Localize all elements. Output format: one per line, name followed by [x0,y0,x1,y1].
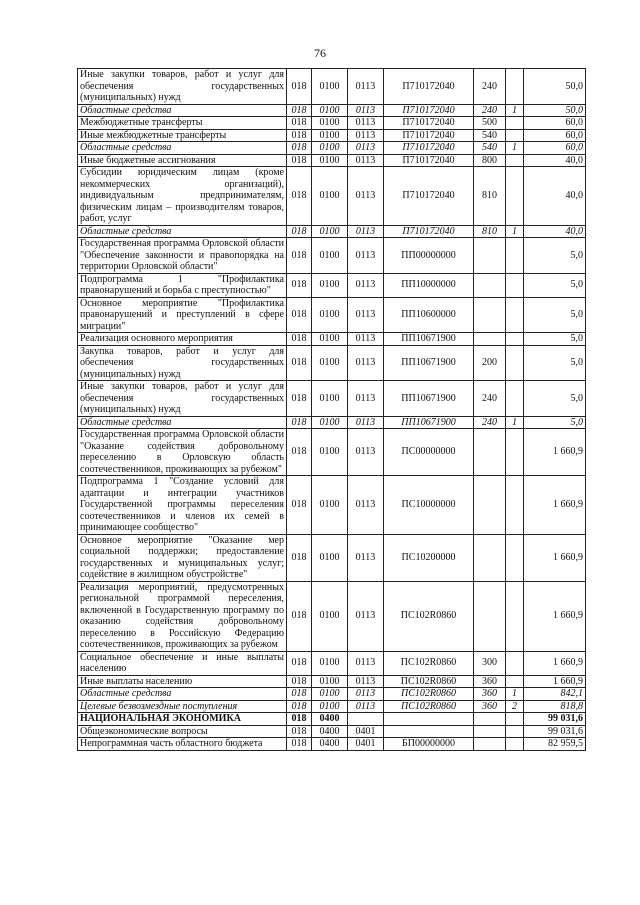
cell-amount: 40,0 [524,167,586,226]
cell-pr: 0113 [348,273,384,297]
cell-gr: 018 [287,713,312,726]
table-row [78,154,586,167]
cell-vr: 240 [474,381,506,417]
cell-pr: 0113 [348,345,384,381]
cell-rz: 0400 [312,725,348,738]
cell-pr: 0113 [348,381,384,417]
cell-pr: 0113 [348,333,384,346]
cell-vr: 240 [474,104,506,117]
cell-csr: ПП10671900 [384,333,474,346]
cell-vr [474,534,506,581]
cell-pr: 0113 [348,167,384,226]
row-name: Государственная программа Орловской области "Обеспечение законности и правопорядка на территории Орловской области" [78,238,287,274]
cell-amount: 5,0 [524,333,586,346]
row-name: Иные бюджетные ассигнования [78,154,287,167]
cell-vr [474,713,506,726]
table-row [78,534,586,581]
cell-gr: 018 [287,273,312,297]
cell-gr: 018 [287,738,312,751]
cell-rz: 0100 [312,381,348,417]
cell-gr: 018 [287,675,312,688]
cell-pr: 0113 [348,429,384,476]
row-name: Межбюджетные трансферты [78,117,287,130]
cell-gr: 018 [287,476,312,535]
row-name: Целевые безвозмездные поступления [78,700,287,713]
row-name: Областные средства [78,688,287,701]
table-row [78,225,586,238]
cell-vr: 240 [474,416,506,429]
cell-rz: 0100 [312,429,348,476]
table-row [78,725,586,738]
cell-vr: 240 [474,69,506,105]
table-row [78,416,586,429]
cell-amount: 1 660,9 [524,476,586,535]
table-row [78,429,586,476]
cell-amount: 99 031,6 [524,713,586,726]
cell-rz: 0100 [312,104,348,117]
cell-pr: 0113 [348,581,384,651]
cell-amount: 5,0 [524,273,586,297]
cell-pr: 0113 [348,238,384,274]
cell-csr: П710172040 [384,154,474,167]
cell-rz: 0100 [312,345,348,381]
cell-rz: 0100 [312,69,348,105]
table-row [78,142,586,155]
cell-pr: 0113 [348,142,384,155]
cell-pr: 0113 [348,154,384,167]
page-number: 76 [314,46,326,60]
cell-csr: П710172040 [384,104,474,117]
cell-amount: 50,0 [524,69,586,105]
cell-amount: 40,0 [524,225,586,238]
row-name: Основное мероприятие "Оказание мер социальной поддержки; предоставление государственных и муниципальных услуг; содействие в жилищном обустройстве" [78,534,287,581]
table-row [78,333,586,346]
cell-vr: 810 [474,167,506,226]
cell-csr: ПС102R0860 [384,675,474,688]
row-name: Основное мероприятие "Профилактика правонарушений и преступлений в сфере миграции" [78,297,287,333]
cell-source [506,381,524,417]
cell-vr: 360 [474,675,506,688]
table-row [78,345,586,381]
cell-source [506,675,524,688]
cell-rz: 0100 [312,167,348,226]
row-name: Общеэкономические вопросы [78,725,287,738]
cell-amount: 5,0 [524,345,586,381]
cell-source [506,713,524,726]
cell-gr: 018 [287,238,312,274]
cell-gr: 018 [287,416,312,429]
cell-vr: 800 [474,154,506,167]
cell-csr: ПС00000000 [384,429,474,476]
cell-csr: ПС10000000 [384,476,474,535]
table-row [78,273,586,297]
cell-csr: ПП00000000 [384,238,474,274]
cell-rz: 0400 [312,713,348,726]
cell-gr: 018 [287,688,312,701]
cell-amount: 1 660,9 [524,675,586,688]
cell-amount: 5,0 [524,416,586,429]
cell-vr [474,333,506,346]
cell-amount: 60,0 [524,142,586,155]
cell-pr: 0113 [348,297,384,333]
table-row [78,117,586,130]
cell-gr: 018 [287,651,312,675]
cell-gr: 018 [287,167,312,226]
cell-amount: 82 959,5 [524,738,586,751]
cell-source [506,429,524,476]
table-row [78,297,586,333]
cell-csr [384,725,474,738]
cell-pr: 0113 [348,675,384,688]
cell-source: 1 [506,225,524,238]
cell-rz: 0100 [312,117,348,130]
table-row [78,167,586,226]
cell-source [506,738,524,751]
cell-amount: 5,0 [524,238,586,274]
cell-source [506,581,524,651]
cell-pr: 0113 [348,700,384,713]
cell-rz: 0100 [312,297,348,333]
cell-source [506,129,524,142]
cell-pr: 0113 [348,476,384,535]
row-name: Подпрограмма 1 "Профилактика правонарушений и борьба с преступностью" [78,273,287,297]
cell-rz: 0100 [312,416,348,429]
cell-csr: П710172040 [384,129,474,142]
row-name: Непрограммная часть областного бюджета [78,738,287,751]
table-row [78,69,586,105]
cell-vr [474,297,506,333]
cell-rz: 0100 [312,651,348,675]
cell-amount: 5,0 [524,297,586,333]
table-row [78,738,586,751]
cell-vr: 810 [474,225,506,238]
row-name: Областные средства [78,225,287,238]
table-row [78,104,586,117]
cell-pr: 0401 [348,725,384,738]
row-name: Реализация мероприятий, предусмотренных региональной программой переселения, включенной в Государственную программу по оказанию содействия добровольному переселению в Российскую Федерацию соотечественников, проживающих за рубежом [78,581,287,651]
table-row [78,129,586,142]
cell-csr: ПС102R0860 [384,688,474,701]
cell-source: 1 [506,416,524,429]
cell-vr [474,429,506,476]
table-row [78,675,586,688]
cell-source [506,345,524,381]
cell-source [506,297,524,333]
cell-rz: 0100 [312,238,348,274]
row-name: Подпрограмма 1 "Создание условий для адаптации и интеграции участников Государственной программы переселения соотечественников и членов их семей в принимающее сообщество" [78,476,287,535]
cell-gr: 018 [287,154,312,167]
cell-vr: 300 [474,651,506,675]
cell-csr: ПП10671900 [384,416,474,429]
cell-vr [474,476,506,535]
cell-pr: 0113 [348,117,384,130]
table-row [78,476,586,535]
cell-vr: 360 [474,688,506,701]
cell-source [506,238,524,274]
cell-gr: 018 [287,345,312,381]
table-row [78,713,586,726]
cell-rz: 0100 [312,534,348,581]
cell-pr: 0113 [348,129,384,142]
cell-vr: 200 [474,345,506,381]
cell-pr: 0113 [348,104,384,117]
row-name: Иные выплаты населению [78,675,287,688]
cell-source: 1 [506,104,524,117]
cell-source [506,69,524,105]
table-body [78,69,586,751]
table-row [78,381,586,417]
cell-gr: 018 [287,700,312,713]
cell-amount: 60,0 [524,117,586,130]
cell-vr: 540 [474,142,506,155]
budget-table [77,68,586,751]
row-name: НАЦИОНАЛЬНАЯ ЭКОНОМИКА [78,713,287,726]
cell-gr: 018 [287,297,312,333]
cell-amount: 1 660,9 [524,429,586,476]
table-row [78,688,586,701]
table-row [78,700,586,713]
cell-pr [348,713,384,726]
cell-amount: 842,1 [524,688,586,701]
row-name: Субсидии юридическим лицам (кроме некоммерческих организаций), индивидуальным предпринимателям, физическим лицам – производителям товаров, работ, услуг [78,167,287,226]
cell-vr: 500 [474,117,506,130]
cell-source [506,476,524,535]
cell-rz: 0100 [312,154,348,167]
cell-csr: ПП10600000 [384,297,474,333]
cell-rz: 0100 [312,688,348,701]
cell-csr: БП00000000 [384,738,474,751]
cell-csr: П710172040 [384,225,474,238]
row-name: Государственная программа Орловской области "Оказание содействия добровольному переселению в Орловскую область соотечественников, проживающих за рубежом" [78,429,287,476]
cell-csr: П710172040 [384,167,474,226]
cell-vr [474,738,506,751]
cell-gr: 018 [287,117,312,130]
cell-amount: 5,0 [524,381,586,417]
cell-pr: 0113 [348,69,384,105]
cell-csr: П710172040 [384,69,474,105]
row-name: Закупка товаров, работ и услуг для обеспечения государственных (муниципальных) нужд [78,345,287,381]
cell-rz: 0100 [312,273,348,297]
cell-vr [474,725,506,738]
cell-rz: 0100 [312,129,348,142]
cell-rz: 0100 [312,333,348,346]
row-name: Иные межбюджетные трансферты [78,129,287,142]
cell-rz: 0100 [312,142,348,155]
cell-rz: 0100 [312,700,348,713]
cell-csr [384,713,474,726]
row-name: Социальное обеспечение и иные выплаты населению [78,651,287,675]
cell-pr: 0113 [348,225,384,238]
row-name: Иные закупки товаров, работ и услуг для обеспечения государственных (муниципальных) нужд [78,381,287,417]
cell-csr: ПС102R0860 [384,651,474,675]
cell-amount: 1 660,9 [524,581,586,651]
cell-pr: 0113 [348,651,384,675]
cell-pr: 0113 [348,416,384,429]
cell-gr: 018 [287,534,312,581]
cell-vr: 540 [474,129,506,142]
cell-gr: 018 [287,581,312,651]
cell-csr: ПП10671900 [384,381,474,417]
cell-gr: 018 [287,129,312,142]
cell-vr: 360 [474,700,506,713]
cell-source: 1 [506,688,524,701]
cell-source: 1 [506,142,524,155]
cell-source [506,167,524,226]
row-name: Реализация основного мероприятия [78,333,287,346]
cell-rz: 0100 [312,476,348,535]
cell-amount: 50,0 [524,104,586,117]
cell-rz: 0100 [312,675,348,688]
cell-source [506,534,524,581]
cell-rz: 0100 [312,581,348,651]
cell-gr: 018 [287,225,312,238]
table-row [78,238,586,274]
cell-amount: 60,0 [524,129,586,142]
cell-amount: 99 031,6 [524,725,586,738]
cell-csr: ПС102R0860 [384,581,474,651]
cell-source [506,117,524,130]
cell-csr: ПС102R0860 [384,700,474,713]
cell-gr: 018 [287,142,312,155]
cell-pr: 0113 [348,688,384,701]
cell-source: 2 [506,700,524,713]
cell-amount: 40,0 [524,154,586,167]
cell-amount: 1 660,9 [524,651,586,675]
cell-source [506,333,524,346]
cell-source [506,725,524,738]
cell-source [506,154,524,167]
table-row [78,651,586,675]
cell-gr: 018 [287,381,312,417]
cell-amount: 1 660,9 [524,534,586,581]
row-name: Областные средства [78,104,287,117]
cell-gr: 018 [287,69,312,105]
cell-gr: 018 [287,429,312,476]
row-name: Иные закупки товаров, работ и услуг для обеспечения государственных (муниципальных) нужд [78,69,287,105]
cell-source [506,651,524,675]
cell-source [506,273,524,297]
cell-csr: П710172040 [384,142,474,155]
cell-gr: 018 [287,725,312,738]
cell-rz: 0400 [312,738,348,751]
cell-pr: 0401 [348,738,384,751]
cell-rz: 0100 [312,225,348,238]
cell-amount: 818,8 [524,700,586,713]
row-name: Областные средства [78,416,287,429]
cell-csr: ПП10671900 [384,345,474,381]
cell-csr: ПП10000000 [384,273,474,297]
cell-csr: П710172040 [384,117,474,130]
cell-vr [474,581,506,651]
row-name: Областные средства [78,142,287,155]
cell-gr: 018 [287,104,312,117]
cell-pr: 0113 [348,534,384,581]
cell-vr [474,238,506,274]
cell-csr: ПС10200000 [384,534,474,581]
cell-gr: 018 [287,333,312,346]
cell-vr [474,273,506,297]
table-row [78,581,586,651]
